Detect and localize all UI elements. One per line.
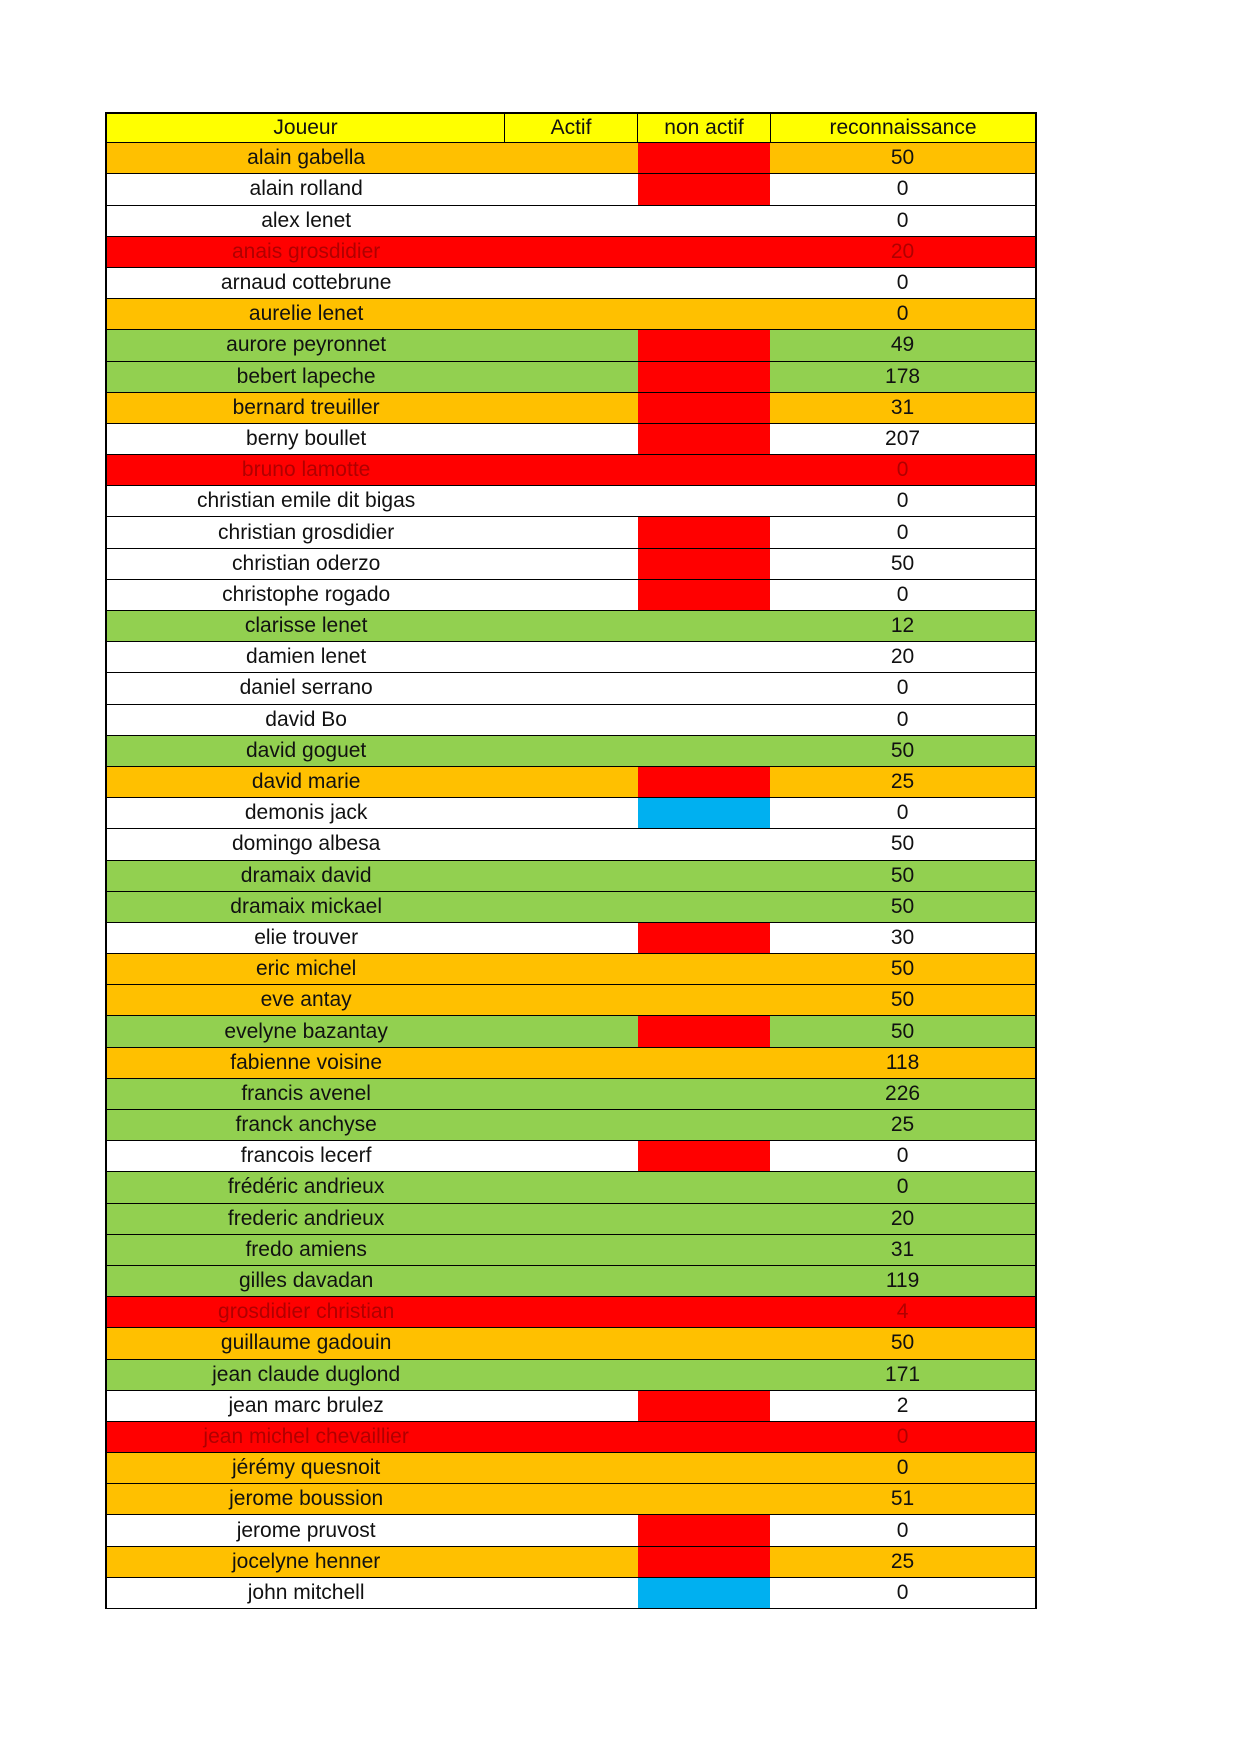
actif-cell[interactable] xyxy=(505,611,637,641)
reconnaissance-cell[interactable]: 12 xyxy=(890,614,915,638)
header-actif[interactable]: Actif xyxy=(505,112,638,143)
player-name-cell[interactable]: jerome pruvost xyxy=(236,1518,376,1542)
table-row[interactable] xyxy=(105,1453,1037,1484)
reconnaissance-cell[interactable]: 25 xyxy=(890,770,915,794)
non-actif-cell-red[interactable] xyxy=(638,1547,770,1577)
non-actif-cell[interactable] xyxy=(638,206,770,236)
non-actif-cell-blue[interactable] xyxy=(638,798,770,828)
non-actif-cell[interactable] xyxy=(638,736,770,766)
non-actif-cell-red[interactable] xyxy=(638,549,770,579)
reconnaissance-cell[interactable]: 0 xyxy=(896,1424,909,1448)
non-actif-cell-red[interactable] xyxy=(638,330,770,360)
table-row[interactable] xyxy=(105,1578,1037,1609)
non-actif-cell-red[interactable] xyxy=(638,580,770,610)
reconnaissance-cell[interactable]: 0 xyxy=(896,208,909,232)
table-row[interactable] xyxy=(105,580,1037,611)
player-name-cell[interactable]: frédéric andrieux xyxy=(227,1175,385,1199)
table-row[interactable] xyxy=(105,1422,1037,1453)
actif-cell[interactable] xyxy=(505,923,637,953)
actif-cell[interactable] xyxy=(505,1578,637,1608)
table-row[interactable] xyxy=(105,892,1037,923)
reconnaissance-cell[interactable]: 25 xyxy=(890,1113,915,1137)
non-actif-cell[interactable] xyxy=(638,985,770,1015)
reconnaissance-cell[interactable]: 207 xyxy=(885,426,921,450)
table-row[interactable] xyxy=(105,673,1037,704)
player-name-cell[interactable]: gilles davadan xyxy=(239,1269,374,1293)
player-name-cell[interactable]: guillaume gadouin xyxy=(220,1331,392,1355)
player-name-cell[interactable]: eve antay xyxy=(260,988,352,1012)
reconnaissance-cell[interactable]: 50 xyxy=(890,988,915,1012)
player-name-cell[interactable]: clarisse lenet xyxy=(244,614,368,638)
non-actif-cell-red[interactable] xyxy=(638,1141,770,1171)
actif-cell[interactable] xyxy=(505,892,637,922)
player-name-cell[interactable]: frederic andrieux xyxy=(227,1206,385,1230)
non-actif-cell[interactable] xyxy=(638,1204,770,1234)
table-row[interactable] xyxy=(105,393,1037,424)
non-actif-cell[interactable] xyxy=(638,954,770,984)
player-name-cell[interactable]: bebert lapeche xyxy=(236,364,376,388)
reconnaissance-cell[interactable]: 0 xyxy=(896,801,909,825)
player-name-cell[interactable]: berny boullet xyxy=(246,426,367,450)
player-name-cell[interactable]: francois lecerf xyxy=(240,1144,372,1168)
table-header-row xyxy=(105,112,1037,143)
actif-cell[interactable] xyxy=(505,393,637,423)
player-name-cell[interactable]: jocelyne henner xyxy=(232,1549,381,1573)
reconnaissance-cell[interactable]: 226 xyxy=(885,1081,921,1105)
table-row[interactable] xyxy=(105,611,1037,642)
player-name-cell[interactable]: dramaix david xyxy=(240,863,372,887)
actif-cell[interactable] xyxy=(505,985,637,1015)
actif-cell[interactable] xyxy=(505,767,637,797)
player-name-cell[interactable]: fabienne voisine xyxy=(230,1050,383,1074)
table-row[interactable] xyxy=(105,486,1037,517)
non-actif-cell[interactable] xyxy=(638,1048,770,1078)
table-row[interactable] xyxy=(105,237,1037,268)
actif-cell[interactable] xyxy=(505,1453,637,1483)
table-row[interactable] xyxy=(105,1079,1037,1110)
non-actif-cell[interactable] xyxy=(638,1484,770,1514)
player-name-cell[interactable]: david Bo xyxy=(265,707,347,731)
player-name-cell[interactable]: christophe rogado xyxy=(222,582,391,606)
non-actif-cell[interactable] xyxy=(638,1266,770,1296)
non-actif-cell-red[interactable] xyxy=(638,393,770,423)
non-actif-cell-red[interactable] xyxy=(638,1515,770,1545)
table-row[interactable] xyxy=(105,1172,1037,1203)
actif-cell[interactable] xyxy=(505,1110,637,1140)
non-actif-cell[interactable] xyxy=(638,673,770,703)
reconnaissance-cell[interactable]: 0 xyxy=(896,707,909,731)
actif-cell[interactable] xyxy=(505,486,637,516)
player-name-cell[interactable]: christian grosdidier xyxy=(218,520,395,544)
table-row[interactable] xyxy=(105,1484,1037,1515)
non-actif-cell[interactable] xyxy=(638,861,770,891)
reconnaissance-cell[interactable]: 50 xyxy=(890,863,915,887)
actif-cell[interactable] xyxy=(505,829,637,859)
actif-cell[interactable] xyxy=(505,861,637,891)
player-name-cell[interactable]: jean claude duglond xyxy=(212,1362,401,1386)
non-actif-cell-red[interactable] xyxy=(638,174,770,204)
non-actif-cell[interactable] xyxy=(638,1453,770,1483)
reconnaissance-cell[interactable]: 0 xyxy=(896,1144,909,1168)
non-actif-cell[interactable] xyxy=(638,1328,770,1358)
actif-cell[interactable] xyxy=(505,517,637,547)
table-row[interactable] xyxy=(105,1266,1037,1297)
actif-cell[interactable] xyxy=(505,1016,637,1046)
player-name-cell[interactable]: franck anchyse xyxy=(235,1113,377,1137)
actif-cell[interactable] xyxy=(505,362,637,392)
actif-cell[interactable] xyxy=(505,455,637,485)
reconnaissance-cell[interactable]: 0 xyxy=(896,520,909,544)
non-actif-cell[interactable] xyxy=(638,1422,770,1452)
table-row[interactable] xyxy=(105,1204,1037,1235)
table-row[interactable] xyxy=(105,1360,1037,1391)
actif-cell[interactable] xyxy=(505,1297,637,1327)
reconnaissance-cell[interactable]: 0 xyxy=(896,302,909,326)
actif-cell[interactable] xyxy=(505,1141,637,1171)
actif-cell[interactable] xyxy=(505,237,637,267)
table-row[interactable] xyxy=(105,736,1037,767)
actif-cell[interactable] xyxy=(505,424,637,454)
non-actif-cell[interactable] xyxy=(638,1079,770,1109)
player-name-cell[interactable]: eric michel xyxy=(255,957,357,981)
actif-cell[interactable] xyxy=(505,1079,637,1109)
table-row[interactable] xyxy=(105,1515,1037,1546)
table-row[interactable] xyxy=(105,798,1037,829)
table-row[interactable] xyxy=(105,923,1037,954)
table-row[interactable] xyxy=(105,1297,1037,1328)
table-row[interactable] xyxy=(105,1110,1037,1141)
player-name-cell[interactable]: dramaix mickael xyxy=(230,894,382,918)
table-row[interactable] xyxy=(105,362,1037,393)
reconnaissance-cell[interactable]: 2 xyxy=(896,1393,909,1417)
player-name-cell[interactable]: bernard treuiller xyxy=(232,395,380,419)
actif-cell[interactable] xyxy=(505,299,637,329)
actif-cell[interactable] xyxy=(505,1235,637,1265)
table-row[interactable] xyxy=(105,455,1037,486)
player-name-cell[interactable]: damien lenet xyxy=(246,645,367,669)
reconnaissance-cell[interactable]: 0 xyxy=(896,458,909,482)
non-actif-cell[interactable] xyxy=(638,892,770,922)
non-actif-cell[interactable] xyxy=(638,1172,770,1202)
reconnaissance-cell[interactable]: 20 xyxy=(890,645,915,669)
player-name-cell[interactable]: christian oderzo xyxy=(232,551,381,575)
actif-cell[interactable] xyxy=(505,549,637,579)
actif-cell[interactable] xyxy=(505,1172,637,1202)
table-row[interactable] xyxy=(105,1328,1037,1359)
non-actif-cell[interactable] xyxy=(638,455,770,485)
non-actif-cell-red[interactable] xyxy=(638,767,770,797)
non-actif-cell[interactable] xyxy=(638,1297,770,1327)
player-name-cell[interactable]: arnaud cottebrune xyxy=(220,271,392,295)
reconnaissance-cell[interactable]: 20 xyxy=(890,239,915,263)
non-actif-cell-red[interactable] xyxy=(638,1016,770,1046)
player-name-cell[interactable]: alain gabella xyxy=(247,146,366,170)
player-name-cell[interactable]: john mitchell xyxy=(247,1580,365,1604)
reconnaissance-cell[interactable]: 0 xyxy=(896,676,909,700)
actif-cell[interactable] xyxy=(505,736,637,766)
reconnaissance-cell[interactable]: 0 xyxy=(896,1580,909,1604)
player-name-cell[interactable]: jean michel chevaillier xyxy=(203,1424,409,1448)
player-name-cell[interactable]: daniel serrano xyxy=(239,676,373,700)
actif-cell[interactable] xyxy=(505,330,637,360)
reconnaissance-cell[interactable]: 0 xyxy=(896,1175,909,1199)
actif-cell[interactable] xyxy=(505,143,637,173)
header-reconnaissance[interactable]: reconnaissance xyxy=(771,112,1037,143)
non-actif-cell[interactable] xyxy=(638,486,770,516)
reconnaissance-cell[interactable]: 49 xyxy=(890,333,915,357)
non-actif-cell-red[interactable] xyxy=(638,1391,770,1421)
player-name-cell[interactable]: alain rolland xyxy=(249,177,363,201)
table-row[interactable] xyxy=(105,206,1037,237)
non-actif-cell[interactable] xyxy=(638,642,770,672)
player-name-cell[interactable]: elie trouver xyxy=(254,925,359,949)
table-row[interactable] xyxy=(105,1016,1037,1047)
player-name-cell[interactable]: david marie xyxy=(251,770,361,794)
reconnaissance-cell[interactable]: 4 xyxy=(896,1300,909,1324)
player-name-cell[interactable]: aurore peyronnet xyxy=(226,333,387,357)
actif-cell[interactable] xyxy=(505,268,637,298)
player-name-cell[interactable]: bruno lamotte xyxy=(241,458,371,482)
reconnaissance-cell[interactable]: 178 xyxy=(885,364,921,388)
reconnaissance-cell[interactable]: 20 xyxy=(890,1206,915,1230)
non-actif-cell-red[interactable] xyxy=(638,923,770,953)
reconnaissance-cell[interactable]: 50 xyxy=(890,551,915,575)
player-name-cell[interactable]: demonis jack xyxy=(244,801,368,825)
table-row[interactable] xyxy=(105,549,1037,580)
non-actif-cell[interactable] xyxy=(638,237,770,267)
player-name-cell[interactable]: grosdidier christian xyxy=(218,1300,395,1324)
actif-cell[interactable] xyxy=(505,1422,637,1452)
non-actif-cell-red[interactable] xyxy=(638,517,770,547)
actif-cell[interactable] xyxy=(505,1204,637,1234)
player-name-cell[interactable]: jerome boussion xyxy=(229,1487,384,1511)
actif-cell[interactable] xyxy=(505,1328,637,1358)
actif-cell[interactable] xyxy=(505,174,637,204)
reconnaissance-cell[interactable]: 50 xyxy=(890,894,915,918)
reconnaissance-cell[interactable]: 50 xyxy=(890,832,915,856)
non-actif-cell-blue[interactable] xyxy=(638,1578,770,1608)
non-actif-cell[interactable] xyxy=(638,705,770,735)
non-actif-cell[interactable] xyxy=(638,829,770,859)
non-actif-cell[interactable] xyxy=(638,1110,770,1140)
non-actif-cell[interactable] xyxy=(638,299,770,329)
non-actif-cell-red[interactable] xyxy=(638,143,770,173)
non-actif-cell[interactable] xyxy=(638,1235,770,1265)
reconnaissance-cell[interactable]: 119 xyxy=(885,1269,920,1293)
table-body xyxy=(105,143,1037,1609)
table-row[interactable] xyxy=(105,705,1037,736)
table-row[interactable] xyxy=(105,1391,1037,1422)
table-row[interactable] xyxy=(105,1141,1037,1172)
actif-cell[interactable] xyxy=(505,1360,637,1390)
table-row[interactable] xyxy=(105,424,1037,455)
table-row[interactable] xyxy=(105,642,1037,673)
actif-cell[interactable] xyxy=(505,1515,637,1545)
player-name-cell[interactable]: fredo amiens xyxy=(245,1237,367,1261)
reconnaissance-cell[interactable]: 31 xyxy=(890,1237,915,1261)
table-row[interactable] xyxy=(105,829,1037,860)
player-name-cell[interactable]: francis avenel xyxy=(241,1081,371,1105)
player-name-cell[interactable]: alex lenet xyxy=(261,208,352,232)
reconnaissance-cell[interactable]: 0 xyxy=(896,489,909,513)
player-name-cell[interactable]: domingo albesa xyxy=(232,832,381,856)
actif-cell[interactable] xyxy=(505,1266,637,1296)
table-row[interactable] xyxy=(105,174,1037,205)
reconnaissance-cell[interactable]: 0 xyxy=(896,582,909,606)
reconnaissance-cell[interactable]: 118 xyxy=(885,1050,920,1074)
table-row[interactable] xyxy=(105,143,1037,174)
player-name-cell[interactable]: aurelie lenet xyxy=(248,302,364,326)
reconnaissance-cell[interactable]: 171 xyxy=(885,1362,921,1386)
reconnaissance-cell[interactable]: 50 xyxy=(890,1331,915,1355)
table-row[interactable] xyxy=(105,985,1037,1016)
table-row[interactable] xyxy=(105,268,1037,299)
table-row[interactable] xyxy=(105,1235,1037,1266)
actif-cell[interactable] xyxy=(505,1484,637,1514)
player-name-cell[interactable]: david goguet xyxy=(246,738,367,762)
non-actif-cell[interactable] xyxy=(638,268,770,298)
player-name-cell[interactable]: jérémy quesnoit xyxy=(232,1456,381,1480)
reconnaissance-cell[interactable]: 0 xyxy=(896,1456,909,1480)
table-row[interactable] xyxy=(105,330,1037,361)
table-row[interactable] xyxy=(105,299,1037,330)
actif-cell[interactable] xyxy=(505,1048,637,1078)
header-non-actif[interactable]: non actif xyxy=(638,112,771,143)
table-row[interactable] xyxy=(105,1048,1037,1079)
actif-cell[interactable] xyxy=(505,642,637,672)
table-row[interactable] xyxy=(105,1547,1037,1578)
table-row[interactable] xyxy=(105,954,1037,985)
header-joueur[interactable]: Joueur xyxy=(105,112,505,143)
player-name-cell[interactable]: evelyne bazantay xyxy=(224,1019,388,1043)
non-actif-cell-red[interactable] xyxy=(638,362,770,392)
reconnaissance-cell[interactable]: 31 xyxy=(890,395,915,419)
actif-cell[interactable] xyxy=(505,206,637,236)
reconnaissance-cell[interactable]: 0 xyxy=(896,177,909,201)
actif-cell[interactable] xyxy=(505,954,637,984)
table-row[interactable] xyxy=(105,861,1037,892)
reconnaissance-cell[interactable]: 51 xyxy=(890,1487,915,1511)
player-name-cell[interactable]: christian emile dit bigas xyxy=(197,489,416,513)
player-name-cell[interactable]: anais grosdidier xyxy=(232,239,381,263)
actif-cell[interactable] xyxy=(505,673,637,703)
actif-cell[interactable] xyxy=(505,580,637,610)
player-table xyxy=(105,112,1037,1609)
reconnaissance-cell[interactable]: 25 xyxy=(890,1549,915,1573)
actif-cell[interactable] xyxy=(505,705,637,735)
reconnaissance-cell[interactable]: 50 xyxy=(890,1019,915,1043)
actif-cell[interactable] xyxy=(505,1391,637,1421)
non-actif-cell[interactable] xyxy=(638,611,770,641)
player-name-cell[interactable]: jean marc brulez xyxy=(228,1393,384,1417)
reconnaissance-cell[interactable]: 0 xyxy=(896,1518,909,1542)
reconnaissance-cell[interactable]: 30 xyxy=(890,925,915,949)
actif-cell[interactable] xyxy=(505,798,637,828)
reconnaissance-cell[interactable]: 0 xyxy=(896,271,909,295)
reconnaissance-cell[interactable]: 50 xyxy=(890,738,915,762)
table-row[interactable] xyxy=(105,517,1037,548)
reconnaissance-cell[interactable]: 50 xyxy=(890,957,915,981)
non-actif-cell[interactable] xyxy=(638,1360,770,1390)
reconnaissance-cell[interactable]: 50 xyxy=(890,146,915,170)
actif-cell[interactable] xyxy=(505,1547,637,1577)
non-actif-cell-red[interactable] xyxy=(638,424,770,454)
table-row[interactable] xyxy=(105,767,1037,798)
